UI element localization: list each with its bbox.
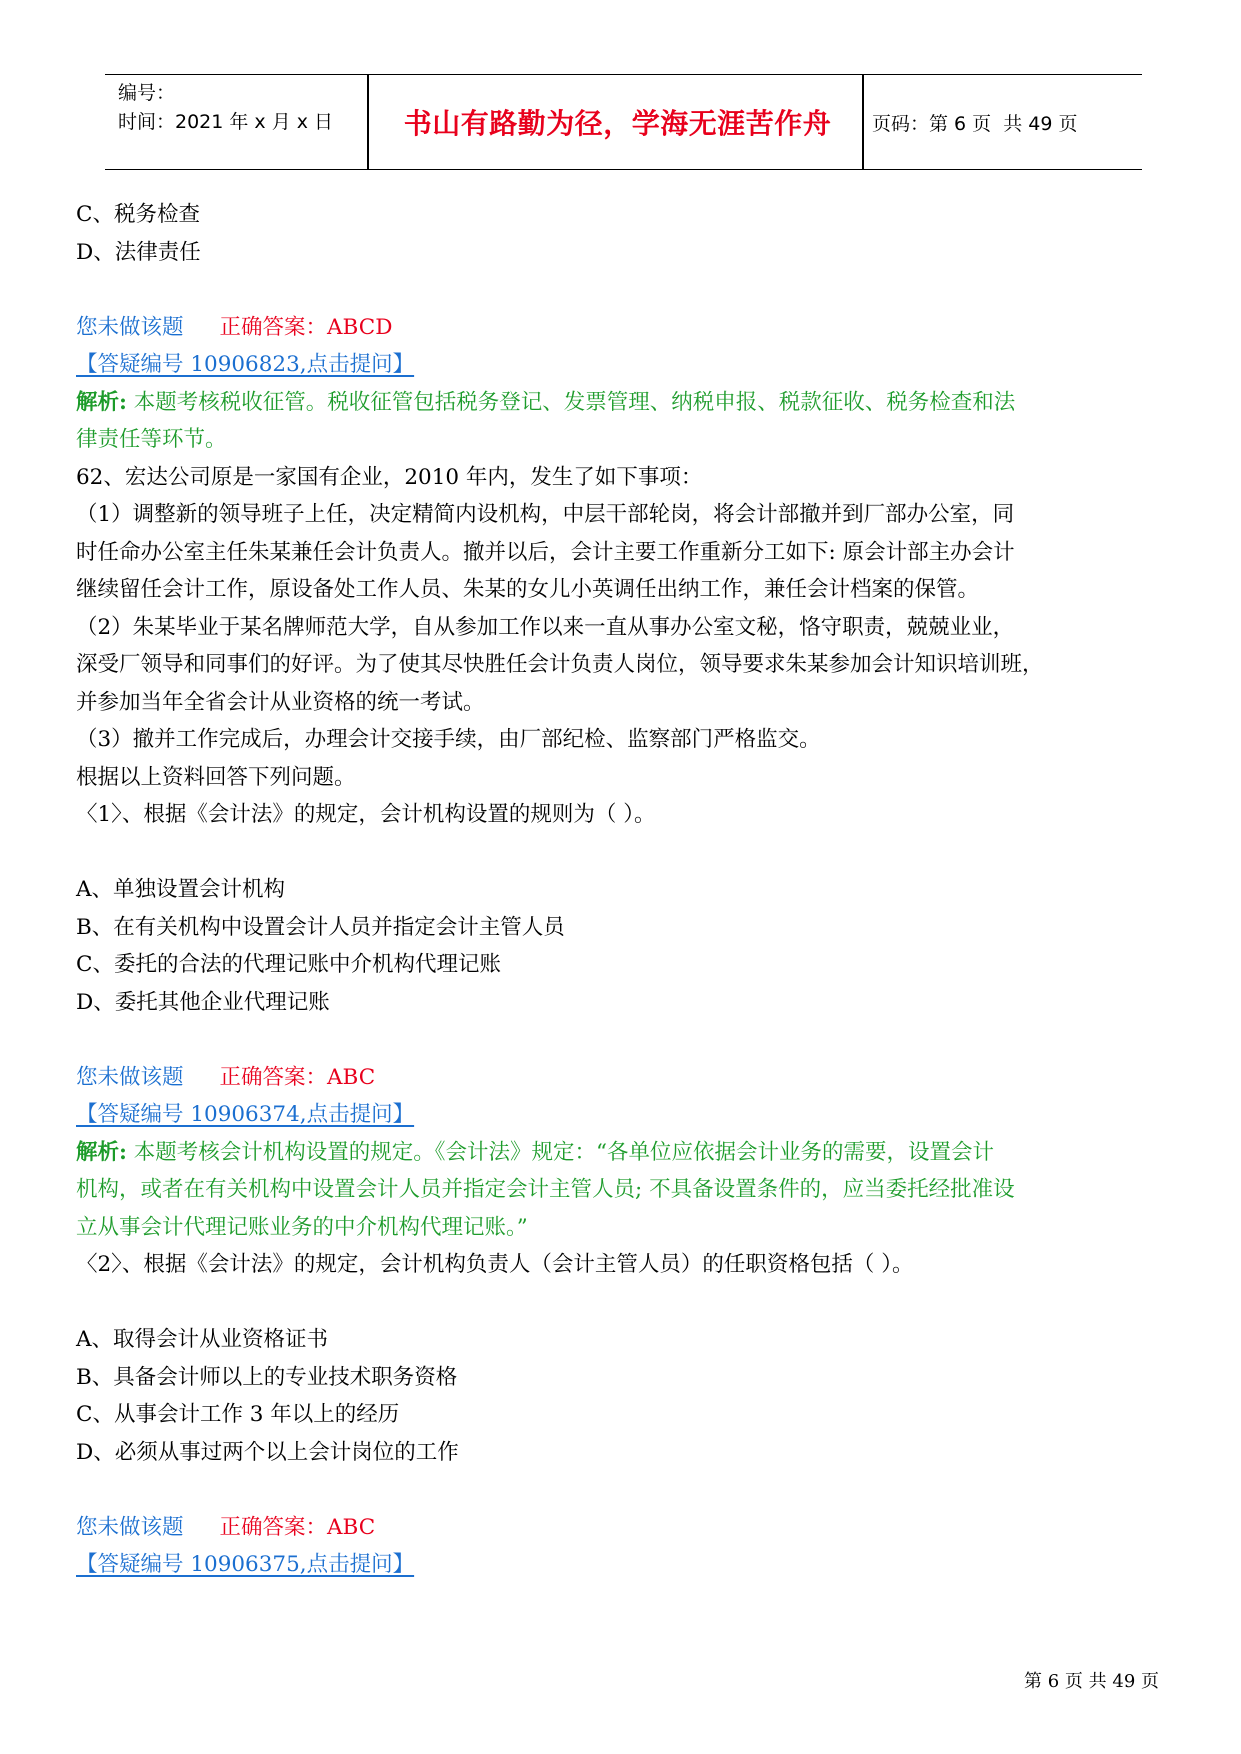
ask-question-link[interactable]: 【答疑编号 10906823,点击提问】 [76, 352, 415, 377]
sub-question: 〈1〉、根据《会计法》的规定，会计机构设置的规则为（ ）。 [76, 802, 656, 827]
option-d: D、委托其他企业代理记账 [76, 989, 330, 1015]
case-paragraph: 继续留任会计工作，原设备处工作人员、朱某的女儿小英调任出纳工作，兼任会计档案的保管。 [76, 577, 980, 602]
document-body [76, 196, 1176, 1584]
page-footer: 第 6 页 共 49 页 [1024, 1671, 1159, 1692]
option-d: D、法律责任 [76, 239, 201, 265]
header-divider [862, 75, 864, 169]
question-intro: 62、宏达公司原是一家国有企业，2010 年内，发生了如下事项： [76, 464, 703, 490]
case-paragraph: （2）朱某毕业于某名牌师范大学，自从参加工作以来一直从事办公室文秘，恪守职责，兢兢业业， [76, 614, 1015, 640]
analysis-cont: 立从事会计代理记账业务的中介机构代理记账。” [76, 1214, 528, 1240]
ask-question-link[interactable]: 【答疑编号 10906374,点击提问】 [76, 1102, 415, 1127]
analysis: 解析: 本题考核会计机构设置的规定。《会计法》规定：“各单位应依据会计业务的需要，设置会计 [76, 1139, 995, 1165]
option-a: A、单独设置会计机构 [76, 877, 286, 902]
option-b: B、具备会计师以上的专业技术职务资格 [76, 1364, 458, 1390]
header-meta [118, 79, 333, 137]
option-c: C、税务检查 [76, 202, 200, 227]
header-divider [367, 75, 369, 169]
correct-answer: 正确答案：ABC [219, 1064, 376, 1090]
answer-row [76, 309, 1176, 347]
case-paragraph: （1）调整新的领导班子上任，决定精简内设机构，中层干部轮岗，将会计部撤并到厂部办公室，同 [76, 502, 1015, 527]
analysis-label: 解析: [76, 389, 127, 415]
question-prompt: 根据以上资料回答下列问题。 [76, 764, 356, 790]
header-page-info: 页码：第 6 页 共 49 页 [872, 112, 1078, 135]
option-d: D、必须从事过两个以上会计岗位的工作 [76, 1439, 459, 1465]
status-text: 您未做该题 [76, 1064, 184, 1090]
analysis: 解析: 本题考核税收征管。税收征管包括税务登记、发票管理、纳税申报、税款征收、税务检查和法 [76, 389, 1016, 415]
analysis-cont: 机构，或者在有关机构中设置会计人员并指定会计主管人员; 不具备设置条件的，应当委托经批准设 [76, 1177, 1015, 1202]
option-c: C、从事会计工作 3 年以上的经历 [76, 1402, 400, 1427]
header-time: 时间：2021 年 x 月 x 日 [118, 111, 334, 133]
correct-answer: 正确答案：ABC [219, 1514, 376, 1540]
sub-question: 〈2〉、根据《会计法》的规定，会计机构负责人（会计主管人员）的任职资格包括（ ）。 [76, 1252, 914, 1277]
analysis-cont: 律责任等环节。 [76, 427, 227, 452]
correct-answer: 正确答案：ABCD [219, 314, 393, 340]
case-paragraph: 并参加当年全省会计从业资格的统一考试。 [76, 689, 485, 715]
header-motto: 书山有路勤为径，学海无涯苦作舟 [403, 107, 832, 140]
page-header [105, 74, 1142, 170]
option-c: C、委托的合法的代理记账中介机构代理记账 [76, 952, 501, 977]
option-a: A、取得会计从业资格证书 [76, 1327, 329, 1352]
ask-question-link[interactable]: 【答疑编号 10906375,点击提问】 [76, 1552, 415, 1577]
option-b: B、在有关机构中设置会计人员并指定会计主管人员 [76, 914, 565, 940]
answer-row [76, 1059, 1176, 1097]
status-text: 您未做该题 [76, 314, 184, 340]
analysis-label: 解析: [76, 1139, 127, 1165]
answer-row [76, 1509, 1176, 1547]
status-text: 您未做该题 [76, 1514, 184, 1540]
case-paragraph: 深受厂领导和同事们的好评。为了使其尽快胜任会计负责人岗位，领导要求朱某参加会计知识培训班， [76, 652, 1044, 677]
case-paragraph: （3）撤并工作完成后，办理会计交接手续，由厂部纪检、监察部门严格监交。 [76, 727, 821, 752]
case-paragraph: 时任命办公室主任朱某兼任会计负责人。撤并以后，会计主要工作重新分工如下: 原会计部主办会计 [76, 539, 1015, 565]
header-number: 编号： [118, 82, 176, 104]
